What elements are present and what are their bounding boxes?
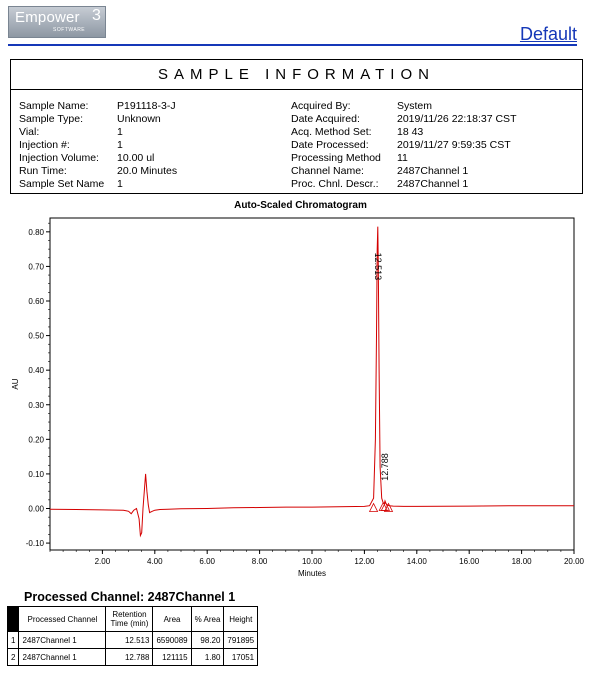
results-header-cell: Retention Time (min) [106,607,153,632]
sample-info-row [19,100,177,113]
y-tick-label: 0.50 [28,331,44,341]
results-title: Processed Channel: 2487Channel 1 [24,590,236,604]
results-cell: 12.788 [106,649,153,666]
sample-info-row [19,126,177,139]
y-tick-label: 0.30 [28,400,44,410]
y-tick-label: -0.10 [25,539,44,549]
results-header-row [8,607,258,632]
sample-info-row [291,126,516,139]
x-tick-label: 14.00 [406,557,427,566]
integration-marker [370,504,378,512]
plot-frame [50,218,574,550]
x-tick-label: 4.00 [147,557,163,566]
x-tick-label: 8.00 [251,557,268,566]
y-tick-label: 0.40 [28,366,44,376]
sample-info-row [291,165,516,178]
sample-info-value: 2487Channel 1 [397,178,469,190]
y-tick-label: 0.70 [28,262,44,272]
sample-info-value: 18 43 [397,126,424,138]
sample-info-row [291,178,516,191]
sample-info-left-column [19,100,177,191]
results-body [8,632,258,666]
sample-info-label: Vial: [19,126,40,138]
results-header-cell: % Area [191,607,224,632]
sample-info-row [291,100,516,113]
sample-info-label: Injection #: [19,139,70,151]
x-tick-label: 16.00 [459,557,480,566]
sample-information-box [10,59,583,194]
sample-info-value: P191118-3-J [117,100,176,112]
results-header-cell: Height [224,607,258,632]
y-axis-label: AU [11,378,20,390]
sample-info-value: System [397,100,433,112]
table-row [8,632,258,649]
sample-info-label: Date Acquired: [291,113,360,125]
empower-logo [8,6,106,38]
sample-info-value: 11 [397,152,408,164]
results-header-cell [8,607,19,632]
x-axis-label: Minutes [297,569,327,578]
sample-info-row [291,152,516,165]
sample-info-label: Sample Set Name [19,178,105,190]
sample-info-value: 1 [117,178,123,190]
report-method-name: Default [519,24,577,44]
y-tick-label: 0.60 [28,297,44,306]
sample-info-row [291,139,516,152]
y-tick-label: 0.10 [28,469,44,479]
sample-info-label: Run Time: [19,165,67,177]
x-tick-label: 18.00 [511,557,532,566]
x-tick-label: 10.00 [301,557,323,566]
sample-info-value: 1 [117,139,123,151]
sample-info-label: Injection Volume: [19,152,99,164]
results-cell: 2487Channel 1 [19,632,106,649]
results-cell: 6590089 [153,632,191,649]
sample-info-label: Date Processed: [291,139,369,151]
results-table [7,606,258,666]
results-cell: 1.80 [191,649,224,666]
results-cell: 121115 [153,649,191,666]
results-cell: 2487Channel 1 [19,649,106,666]
sample-info-row [19,152,177,165]
sample-info-label: Acquired By: [291,100,351,112]
header-divider [8,44,577,46]
sample-info-row [19,165,177,178]
chart-title: Auto-Scaled Chromatogram [234,200,367,211]
sample-info-label: Processing Method [291,152,381,164]
x-tick-label: 12.00 [354,557,375,566]
y-tick-label: 0.00 [28,504,44,514]
results-cell: 17051 [224,649,258,666]
logo-name: Empower [15,9,80,26]
table-row [8,649,258,666]
sample-info-right-column [291,100,516,191]
sample-info-label: Sample Name: [19,100,89,112]
sample-info-value: 1 [117,126,123,138]
sample-info-label: Proc. Chnl. Descr.: [291,178,379,190]
y-tick-label: 0.80 [28,227,44,237]
results-header-cell: Area [153,607,191,632]
chromatogram-chart [0,208,601,588]
sample-info-label: Acq. Method Set: [291,126,372,138]
results-cell: 2 [8,649,19,666]
logo-subtitle: SOFTWARE [53,27,86,33]
results-cell: 98.20 [191,632,224,649]
y-tick-label: 0.20 [28,435,44,445]
sample-info-row [19,139,177,152]
results-cell: 1 [8,632,19,649]
x-tick-label: 2.00 [94,557,111,566]
sample-info-value: 2019/11/27 9:59:35 CST [397,139,511,151]
sample-info-row [291,113,516,126]
sample-info-value: 20.0 Minutes [117,165,178,177]
results-header-cell: Processed Channel [19,607,106,632]
sample-info-label: Sample Type: [19,113,84,125]
logo-version: 3 [92,7,101,24]
results-cell: 791895 [224,632,258,649]
sample-info-label: Channel Name: [291,165,364,177]
sample-info-value: 2019/11/26 22:18:37 CST [397,113,517,125]
sample-information-heading: SAMPLE INFORMATION [11,60,582,90]
sample-info-row [19,113,177,126]
sample-info-value: 2487Channel 1 [397,165,469,177]
peak-label: 12.788 [380,453,391,481]
peak-label: 12.513 [372,252,383,281]
sample-info-row [19,178,177,191]
sample-info-value: Unknown [117,113,161,125]
sample-info-value: 10.00 ul [117,152,155,164]
x-tick-label: 20.00 [563,557,585,566]
results-cell: 12.513 [106,632,153,649]
x-tick-label: 6.00 [199,557,215,566]
chromatogram-trace [50,227,574,536]
